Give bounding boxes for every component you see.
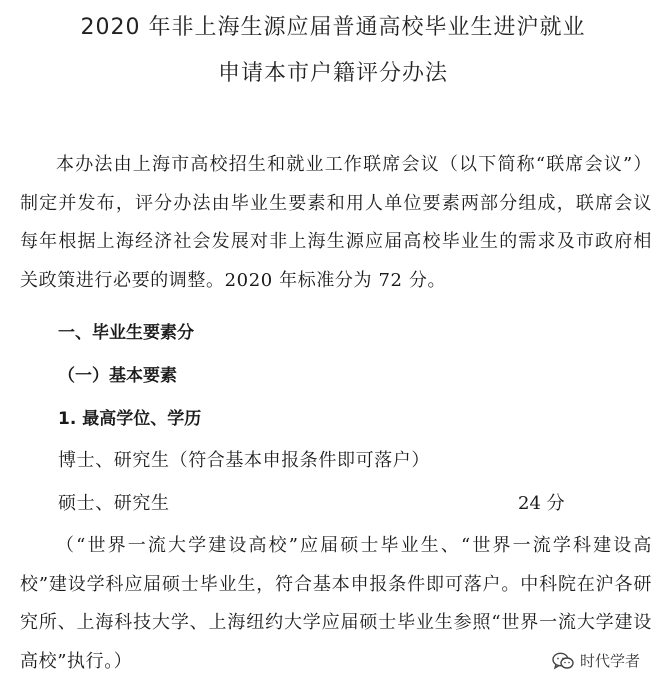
intro-paragraph: 本办法由上海市高校招生和就业工作联席会议（以下简称“联席会议”）制定并发布，评分办法由毕业生要素和用人单位要素两部分组成，联席会议每年根据上海经济社会发展对非上海生源应届高校毕业生的需求及市政府相关政策进行必要的调整。2020 年标准分为 72 分。 [20,154,652,291]
watermark-text: 时代学者 [579,652,640,670]
entry-master: 硕士、研究生 [58,493,170,514]
wechat-icon [552,652,574,670]
subsection-heading: （一）基本要素 [58,366,177,386]
watermark [548,648,644,673]
document-title-line-2: 申请本市户籍评分办法 [217,61,448,86]
entry-master-score: 24 分 [518,493,565,514]
note-paragraph: （“世界一流大学建设高校”应届硕士毕业生、“世界一流学科建设高校”建设学科应届硕士毕业生，符合基本申报条件即可落户。中科院在沪各研究所、上海科技大学、上海纽约大学应届硕士毕业生参照“世界一流大学建设高校”执行。） [20,535,652,672]
entry-doctor: 博士、研究生（符合基本申报条件即可落户） [58,450,430,471]
section-heading: 一、毕业生要素分 [58,323,194,343]
item-heading: 1. 最高学位、学历 [58,409,202,429]
document-title-line-1: 2020 年非上海生源应届普通高校毕业生进沪就业 [80,15,586,40]
